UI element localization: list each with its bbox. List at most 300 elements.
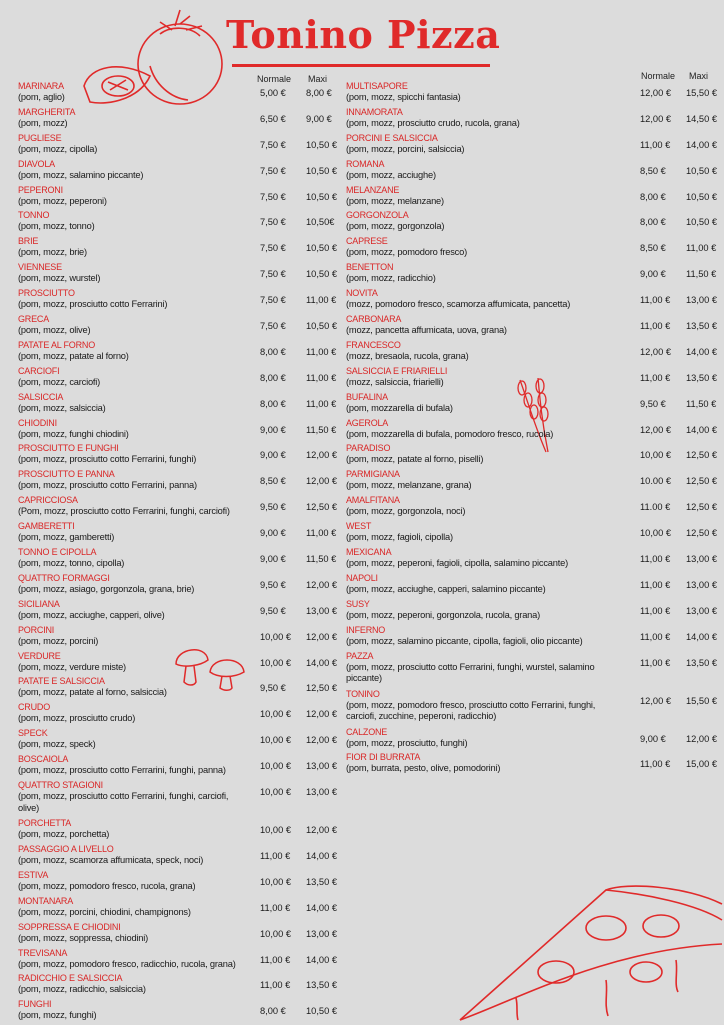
menu-item-ingredients: (pom, mozz, prosciutto cotto Ferrarini) xyxy=(18,299,168,310)
price-normale: 7,50 € xyxy=(260,217,286,228)
price-normale: 11,00 € xyxy=(640,631,671,642)
menu-item-name: FIOR DI BURRATA xyxy=(346,752,421,763)
right-menu-column xyxy=(346,81,724,778)
price-normale: 11,00 € xyxy=(640,554,671,565)
price-normale: 11.00 € xyxy=(640,502,671,513)
price-maxi: 11,00 € xyxy=(686,243,717,254)
menu-item-ingredients: (pom, mozz, prosciutto cotto Ferrarini, funghi, panna) xyxy=(18,765,226,776)
menu-item-ingredients: (pom, mozz, patate al forno, salsiccia) xyxy=(18,687,167,698)
menu-item-name: SALSICCIA xyxy=(18,391,64,402)
menu-item-name: PORCINI E SALSICCIA xyxy=(346,132,438,143)
menu-item-name: INFERNO xyxy=(346,624,386,635)
menu-item-name: PORCHETTA xyxy=(18,818,72,829)
menu-item-name: MARINARA xyxy=(18,81,64,91)
menu-item-name: RADICCHIO E SALSICCIA xyxy=(18,973,123,984)
menu-item xyxy=(18,896,364,922)
menu-item-ingredients: (mozz, pomodoro fresco, scamorza affumicata, pancetta) xyxy=(346,299,571,310)
menu-item-ingredients: (pom, mozz, pomodoro fresco) xyxy=(346,247,467,258)
menu-item xyxy=(18,573,364,599)
menu-item xyxy=(346,107,724,133)
normale-header: Normale xyxy=(257,74,292,84)
menu-item-name: PATATE E SALSICCIA xyxy=(18,676,105,687)
menu-item xyxy=(18,870,364,896)
menu-item-name: NOVITA xyxy=(346,288,378,299)
price-normale: 8,50 € xyxy=(640,243,666,254)
menu-item xyxy=(18,702,364,728)
price-normale: 10.00 € xyxy=(640,476,672,487)
price-normale: 9,50 € xyxy=(260,579,286,590)
menu-item-ingredients: (pom, mozz, gorgonzola) xyxy=(346,221,445,232)
left-menu-column xyxy=(18,81,364,1025)
menu-item-ingredients: (pom, mozz, porcini) xyxy=(18,635,99,646)
price-maxi: 11,50 € xyxy=(686,398,717,409)
menu-item-ingredients: (pom, aglio) xyxy=(18,92,65,102)
price-maxi: 14,00 € xyxy=(686,424,718,435)
price-maxi: 12,50 € xyxy=(686,476,718,487)
menu-item-name: PATATE AL FORNO xyxy=(18,339,96,350)
menu-item xyxy=(18,495,364,521)
price-normale: 7,50 € xyxy=(260,139,286,150)
menu-item-ingredients: (pom, mozz, wurstel) xyxy=(18,273,101,284)
menu-item-ingredients: (pom, mozz, olive) xyxy=(18,325,91,336)
menu-item-name: AGEROLA xyxy=(346,417,389,428)
menu-item-ingredients: (pom, mozz, patate al forno, piselli) xyxy=(346,454,484,465)
price-normale: 11,00 € xyxy=(640,759,671,770)
menu-item xyxy=(346,366,724,392)
pizza-slice-icon xyxy=(456,880,724,1024)
menu-item xyxy=(346,689,724,727)
price-normale: 11,00 € xyxy=(640,295,671,306)
price-normale: 10,00 € xyxy=(260,928,292,939)
menu-item-name: GRECA xyxy=(18,314,50,325)
price-normale: 9,00 € xyxy=(260,424,286,435)
menu-item-ingredients: (pom, mozz, acciughe) xyxy=(346,169,436,180)
price-maxi: 12,50 € xyxy=(686,450,718,461)
price-normale: 12,00 € xyxy=(640,424,672,435)
price-maxi: 15,00 € xyxy=(686,759,718,770)
menu-item-name: MEXICANA xyxy=(346,547,392,558)
price-normale: 9,00 € xyxy=(260,554,286,565)
price-maxi: 12,50 € xyxy=(306,502,338,513)
menu-item-name: FUNGHI xyxy=(18,999,52,1010)
menu-item-ingredients: (mozz, pancetta affumicata, uova, grana) xyxy=(346,325,507,336)
price-normale: 11,00 € xyxy=(640,657,671,668)
menu-item-name: TONNO xyxy=(18,210,50,221)
menu-item-ingredients: (pom, mozz, carciofi) xyxy=(18,376,101,387)
menu-item-name: CRUDO xyxy=(18,702,50,713)
menu-item xyxy=(346,495,724,521)
price-normale: 11,00 € xyxy=(260,954,291,965)
price-normale: 10,00 € xyxy=(260,709,292,720)
menu-item-name: BUFALINA xyxy=(346,391,388,402)
price-maxi: 11,00 € xyxy=(306,528,337,539)
price-normale: 10,00 € xyxy=(260,761,292,772)
menu-item-ingredients: (pom, mozz, funghi chiodini) xyxy=(18,428,129,439)
menu-item-ingredients: (pom, mozz, peperoni) xyxy=(18,195,107,206)
page-title: Tonino Pizza xyxy=(226,12,501,57)
menu-item-ingredients: (pom, mozz, prosciutto cotto Ferrarini, funghi, wurstel, salamino piccante) xyxy=(346,661,595,684)
price-normale: 9,00 € xyxy=(260,528,286,539)
price-normale: 11,00 € xyxy=(640,321,671,332)
price-maxi: 12,00 € xyxy=(306,579,338,590)
menu-item-name: ROMANA xyxy=(346,158,385,169)
price-maxi: 12,50 € xyxy=(686,502,718,513)
price-normale: 5,00 € xyxy=(260,88,286,98)
menu-item-name: QUATTRO FORMAGGI xyxy=(18,572,110,583)
price-maxi: 14,00 € xyxy=(686,631,718,642)
menu-item-name: VIENNESE xyxy=(18,262,62,273)
menu-item xyxy=(18,262,364,288)
price-maxi: 10,50 € xyxy=(306,243,338,254)
menu-item xyxy=(18,366,364,392)
price-maxi: 12,50 € xyxy=(306,683,338,694)
price-normale: 11,00 € xyxy=(640,372,671,383)
price-maxi: 12,00 € xyxy=(306,825,338,836)
menu-item xyxy=(346,573,724,599)
menu-item-name: PARADISO xyxy=(346,443,391,454)
price-maxi: 10,50€ xyxy=(306,217,335,228)
menu-item-ingredients: (pom, mozz, prosciutto crudo, rucola, grana) xyxy=(346,117,520,128)
price-maxi: 12,00 € xyxy=(306,631,338,642)
price-maxi: 13,50 € xyxy=(306,876,338,887)
menu-item-name: TREVISANA xyxy=(18,947,68,958)
maxi-header: Maxi xyxy=(689,71,709,81)
price-maxi: 13,50 € xyxy=(686,657,718,668)
menu-item-name: SOPPRESSA E CHIODINI xyxy=(18,921,121,932)
menu-item xyxy=(346,314,724,340)
menu-item xyxy=(18,922,364,948)
menu-item xyxy=(346,340,724,366)
menu-item-ingredients: (pom, mozz) xyxy=(18,117,68,128)
price-normale: 10,00 € xyxy=(260,657,292,668)
menu-item-ingredients: (pom, mozz, pomodoro fresco, radicchio, rucola, grana) xyxy=(18,958,236,969)
menu-item xyxy=(346,185,724,211)
price-maxi: 14,00 € xyxy=(306,902,338,913)
maxi-header: Maxi xyxy=(308,74,328,84)
menu-item xyxy=(18,625,364,651)
price-maxi: 14,00 € xyxy=(686,139,718,150)
price-maxi: 15,50 € xyxy=(686,88,718,98)
price-normale: 7,50 € xyxy=(260,269,286,280)
price-normale: 7,50 € xyxy=(260,191,286,202)
menu-item-name: TONNO E CIPOLLA xyxy=(18,547,97,558)
menu-item-name: VERDURE xyxy=(18,650,61,661)
menu-item-name: CALZONE xyxy=(346,726,388,737)
price-maxi: 10,50 € xyxy=(686,217,718,228)
menu-item xyxy=(18,728,364,754)
menu-item-ingredients: (pom, mozz, soppressa, chiodini) xyxy=(18,932,149,943)
price-normale: 8,00 € xyxy=(260,346,286,357)
menu-item xyxy=(346,288,724,314)
menu-item xyxy=(18,443,364,469)
menu-item-name: SPECK xyxy=(18,728,48,739)
normale-header: Normale xyxy=(641,71,676,81)
menu-item xyxy=(18,159,364,185)
price-maxi: 13,50 € xyxy=(686,321,718,332)
price-normale: 8,00 € xyxy=(640,191,666,202)
menu-item-name: CHIODINI xyxy=(18,417,57,428)
menu-item-ingredients: (pom, mozz, gorgonzola, noci) xyxy=(346,506,466,517)
menu-item xyxy=(18,418,364,444)
price-maxi: 9,00 € xyxy=(306,113,332,124)
menu-item-name: MARGHERITA xyxy=(18,106,76,117)
price-normale: 10,00 € xyxy=(640,450,672,461)
menu-item-name: PARMIGIANA xyxy=(346,469,400,480)
price-maxi: 10,50 € xyxy=(306,191,338,202)
price-normale: 7,50 € xyxy=(260,295,286,306)
menu-item xyxy=(18,210,364,236)
menu-item-name: PEPERONI xyxy=(18,184,63,195)
price-normale: 8,00 € xyxy=(260,1006,286,1017)
menu-item xyxy=(18,185,364,211)
price-maxi: 11,00 € xyxy=(306,346,337,357)
menu-item-ingredients: (pom, mozz, peperoni, fagioli, cipolla, salamino piccante) xyxy=(346,558,568,569)
menu-item-ingredients: (pom, mozz, porcini, salsiccia) xyxy=(346,143,465,154)
menu-item-ingredients: (pom, mozz, prosciutto crudo) xyxy=(18,713,136,724)
menu-item-ingredients: (mozz, bresaola, rucola, grana) xyxy=(346,350,469,361)
menu-item xyxy=(346,236,724,262)
menu-item-name: BENETTON xyxy=(346,262,394,273)
price-maxi: 14,00 € xyxy=(686,346,718,357)
menu-item-name: SALSICCIA E FRIARIELLI xyxy=(346,365,448,376)
menu-item xyxy=(346,752,724,778)
menu-item-ingredients: (pom, burrata, pesto, olive, pomodorini) xyxy=(346,763,501,774)
menu-item-name: PUGLIESE xyxy=(18,132,62,143)
menu-item-name: MULTISAPORE xyxy=(346,81,408,91)
price-normale: 12,00 € xyxy=(640,113,672,124)
price-maxi: 10,50 € xyxy=(686,191,718,202)
menu-item xyxy=(346,133,724,159)
menu-item-name: GORGONZOLA xyxy=(346,210,409,221)
menu-item-ingredients: (pom, mozz, salsiccia) xyxy=(18,402,106,413)
price-maxi: 14,00 € xyxy=(306,954,338,965)
price-maxi: 13,50 € xyxy=(306,980,338,991)
price-maxi: 12,00 € xyxy=(306,735,338,746)
menu-item xyxy=(18,133,364,159)
price-normale: 8,00 € xyxy=(260,398,286,409)
price-normale: 10,00 € xyxy=(260,876,292,887)
menu-item-ingredients: (pom, mozz, peperoni, gorgonzola, rucola, grana) xyxy=(346,609,541,620)
menu-item xyxy=(18,81,364,107)
menu-item xyxy=(18,392,364,418)
menu-item xyxy=(346,418,724,444)
menu-item xyxy=(18,521,364,547)
menu-item-name: SUSY xyxy=(346,598,370,609)
menu-item-name: PROSCIUTTO xyxy=(18,288,75,299)
menu-item-ingredients: (pom, mozz, pomodoro fresco, rucola, grana) xyxy=(18,880,196,891)
menu-item-name: CAPRESE xyxy=(346,236,388,247)
price-maxi: 10,50 € xyxy=(306,139,338,150)
price-maxi: 12,00 € xyxy=(306,450,338,461)
menu-item xyxy=(346,547,724,573)
price-maxi: 13,00 € xyxy=(686,605,718,616)
menu-item xyxy=(346,469,724,495)
menu-item-ingredients: (pom, mozz, cipolla) xyxy=(18,143,98,154)
menu-item-name: PROSCIUTTO E PANNA xyxy=(18,469,115,480)
price-normale: 7,50 € xyxy=(260,165,286,176)
menu-item-ingredients: (pom, mozz, prosciutto cotto Ferrarini, funghi) xyxy=(18,454,197,465)
price-normale: 12,00 € xyxy=(640,695,672,706)
price-maxi: 10,50 € xyxy=(686,165,718,176)
menu-item xyxy=(346,81,724,107)
price-maxi: 8,00 € xyxy=(306,88,332,98)
menu-item xyxy=(18,288,364,314)
price-normale: 10,00 € xyxy=(260,735,292,746)
menu-item xyxy=(18,314,364,340)
menu-item-name: CAPRICCIOSA xyxy=(18,495,78,506)
price-maxi: 14,00 € xyxy=(306,657,338,668)
menu-item xyxy=(18,999,364,1025)
menu-item-name: CARBONARA xyxy=(346,314,402,325)
menu-item-name: BRIE xyxy=(18,236,39,247)
menu-item-name: PAZZA xyxy=(346,650,374,661)
price-maxi: 10,50 € xyxy=(306,269,338,280)
price-normale: 10,00 € xyxy=(640,528,672,539)
menu-item xyxy=(346,625,724,651)
menu-item xyxy=(346,521,724,547)
menu-item-ingredients: (pom, mozz, prosciutto, funghi) xyxy=(346,737,468,748)
price-maxi: 11,50 € xyxy=(686,269,717,280)
menu-item-ingredients: (pom, mozz, salamino piccante) xyxy=(18,169,144,180)
price-normale: 8,50 € xyxy=(260,476,286,487)
price-maxi: 10,50 € xyxy=(306,165,338,176)
price-maxi: 12,00 € xyxy=(686,733,718,744)
menu-item-ingredients: (pom, mozz, tonno, cipolla) xyxy=(18,558,125,569)
menu-item-name: SICILIANA xyxy=(18,598,60,609)
menu-item xyxy=(18,107,364,133)
price-maxi: 13,00 € xyxy=(686,554,718,565)
menu-item xyxy=(18,651,364,677)
menu-item-name: INNAMORATA xyxy=(346,106,403,117)
price-normale: 10,00 € xyxy=(260,825,292,836)
menu-item-ingredients: (pom, mozz, fagioli, cipolla) xyxy=(346,532,453,543)
menu-item xyxy=(18,599,364,625)
menu-item-ingredients: (pom, mozz, spicchi fantasia) xyxy=(346,92,461,102)
menu-item-name: TONINO xyxy=(346,688,380,699)
price-normale: 9,00 € xyxy=(640,733,666,744)
menu-item-name: DIAVOLA xyxy=(18,158,55,169)
price-normale: 7,50 € xyxy=(260,243,286,254)
price-normale: 9,00 € xyxy=(260,450,286,461)
menu-item xyxy=(18,340,364,366)
menu-item-name: CARCIOFI xyxy=(18,365,60,376)
price-normale: 11,00 € xyxy=(260,850,291,861)
menu-item xyxy=(346,392,724,418)
menu-item-name: GAMBERETTI xyxy=(18,521,75,532)
price-maxi: 15,50 € xyxy=(686,695,718,706)
title-underline xyxy=(232,64,490,67)
menu-item-ingredients: (pom, mozz, acciughe, capperi, salamino piccante) xyxy=(346,583,546,594)
menu-item xyxy=(346,443,724,469)
price-normale: 11,00 € xyxy=(260,980,291,991)
price-maxi: 14,50 € xyxy=(686,113,718,124)
menu-item-ingredients: (pom, mozz, patate al forno) xyxy=(18,350,129,361)
price-normale: 11,00 € xyxy=(640,579,671,590)
menu-item xyxy=(18,818,364,844)
price-normale: 11,00 € xyxy=(640,605,671,616)
menu-item-name: ESTIVA xyxy=(18,869,49,880)
menu-item-name: FRANCESCO xyxy=(346,339,401,350)
price-maxi: 12,00 € xyxy=(306,709,338,720)
menu-item-ingredients: (pom, mozz, melanzane) xyxy=(346,195,444,206)
menu-item xyxy=(18,547,364,573)
price-maxi: 12,00 € xyxy=(306,476,338,487)
price-normale: 10,00 € xyxy=(260,631,292,642)
menu-item-ingredients: (pom, mozz, scamorza affumicata, speck, noci) xyxy=(18,854,204,865)
price-normale: 11,00 € xyxy=(640,139,671,150)
price-maxi: 13,50 € xyxy=(686,372,718,383)
price-normale: 10,00 € xyxy=(260,787,292,798)
menu-item xyxy=(346,599,724,625)
price-normale: 8,50 € xyxy=(640,165,666,176)
menu-item-ingredients: (pom, mozz, funghi) xyxy=(18,1010,97,1021)
menu-item-ingredients: (pom, mozz, pomodoro fresco, prosciutto cotto Ferrarini, funghi, carciofi, zucchine, peperoni, radicchio) xyxy=(346,699,596,722)
menu-item xyxy=(18,948,364,974)
menu-item-ingredients: (pom, mozz, brie) xyxy=(18,247,87,258)
price-maxi: 13,00 € xyxy=(306,928,338,939)
price-maxi: 13,00 € xyxy=(686,579,718,590)
menu-item-ingredients: (pom, mozz, speck) xyxy=(18,739,96,750)
price-normale: 8,00 € xyxy=(260,372,286,383)
menu-item-ingredients: (pom, mozz, prosciutto cotto Ferrarini, panna) xyxy=(18,480,197,491)
price-maxi: 13,00 € xyxy=(686,295,718,306)
menu-item-ingredients: (pom, mozz, porchetta) xyxy=(18,829,110,840)
menu-item xyxy=(18,973,364,999)
menu-item-ingredients: (pom, mozz, tonno) xyxy=(18,221,95,232)
menu-item-ingredients: (pom, mozz, verdure miste) xyxy=(18,661,126,672)
menu-item-ingredients: (pom, mozz, acciughe, capperi, olive) xyxy=(18,609,165,620)
menu-item-ingredients: (pom, mozz, melanzane, grana) xyxy=(346,480,472,491)
price-normale: 7,50 € xyxy=(260,321,286,332)
menu-item-name: MONTANARA xyxy=(18,895,74,906)
menu-item-ingredients: (pom, mozz, asiago, gorgonzola, grana, brie) xyxy=(18,583,195,594)
price-maxi: 12,50 € xyxy=(686,528,718,539)
price-maxi: 11,00 € xyxy=(306,295,337,306)
menu-item-ingredients: (pom, mozz, gamberetti) xyxy=(18,532,115,543)
menu-item-name: WEST xyxy=(346,521,372,532)
price-normale: 9,50 € xyxy=(640,398,666,409)
menu-item-ingredients: (Pom, mozz, prosciutto cotto Ferrarini, funghi, carciofi) xyxy=(18,506,230,517)
menu-item-name: MELANZANE xyxy=(346,184,400,195)
menu-item-ingredients: (pom, mozz, porcini, chiodini, champignons) xyxy=(18,906,191,917)
price-maxi: 13,00 € xyxy=(306,605,338,616)
menu-item xyxy=(346,651,724,689)
price-normale: 12,00 € xyxy=(640,346,672,357)
menu-item-name: PASSAGGIO A LIVELLO xyxy=(18,843,114,854)
menu-item xyxy=(346,262,724,288)
menu-item-ingredients: (pom, mozz, prosciutto cotto Ferrarini, funghi, carciofi, olive) xyxy=(18,791,229,813)
price-maxi: 13,00 € xyxy=(306,787,338,798)
menu-item xyxy=(18,844,364,870)
menu-item xyxy=(346,727,724,753)
price-normale: 11,00 € xyxy=(260,902,291,913)
price-maxi: 11,50 € xyxy=(306,424,337,435)
menu-item xyxy=(346,210,724,236)
menu-item-name: NAPOLI xyxy=(346,572,378,583)
menu-item-ingredients: (mozz, salsiccia, friarielli) xyxy=(346,376,444,387)
price-maxi: 11,00 € xyxy=(306,398,337,409)
price-normale: 9,50 € xyxy=(260,502,286,513)
price-normale: 8,00 € xyxy=(640,217,666,228)
menu-item xyxy=(18,676,364,702)
menu-item-ingredients: (pom, mozzarella di bufala) xyxy=(346,402,453,413)
menu-item-name: BOSCAIOLA xyxy=(18,754,69,765)
menu-item-name: QUATTRO STAGIONI xyxy=(18,780,103,791)
menu-item xyxy=(18,236,364,262)
price-normale: 9,50 € xyxy=(260,683,286,694)
menu-item xyxy=(18,469,364,495)
menu-item-name: PROSCIUTTO E FUNGHI xyxy=(18,443,119,454)
